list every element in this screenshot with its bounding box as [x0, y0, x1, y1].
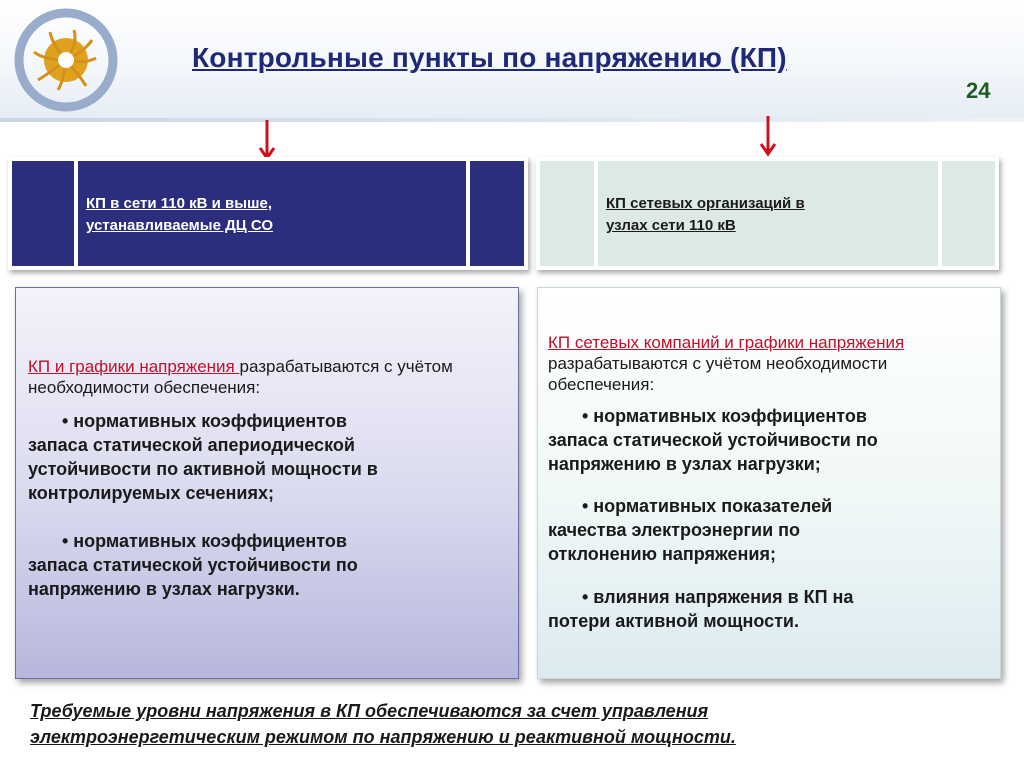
left-content-panel — [15, 287, 519, 679]
page-title: Контрольные пункты по напряжению (КП) — [192, 42, 787, 73]
right-intro: КП сетевых компаний и графики напряжения разрабатываются с учётом необходимости обеспечения: — [548, 333, 905, 394]
box-cell — [540, 161, 594, 266]
right-header-box — [536, 157, 999, 270]
left-bullet: • нормативных коэффициентов запаса статической устойчивости по напряжению в узлах нагрузки. — [28, 531, 358, 599]
arrow-down-icon — [257, 118, 277, 162]
right-bullet: • влияния напряжения в КП на потери активной мощности. — [548, 587, 854, 631]
footer-note: Требуемые уровни напряжения в КП обеспечиваются за счет управления электроэнергетическим режимом по напряжению и реактивной мощности. — [30, 701, 736, 747]
right-bullet: • нормативных коэффициентов запаса статической устойчивости по напряжению в узлах нагрузки; — [548, 406, 878, 474]
arrow-down-icon — [758, 114, 778, 158]
right-content-panel — [537, 287, 1001, 679]
left-header-box — [8, 157, 528, 270]
right-header-text: КП сетевых организаций в узлах сети 110 кВ — [606, 195, 805, 234]
box-cell — [12, 161, 74, 266]
company-logo — [8, 8, 126, 112]
right-bullet: • нормативных показателей качества электроэнергии по отклонению напряжения; — [548, 496, 833, 564]
left-header-text: КП в сети 110 кВ и выше, устанавливаемые ДЦ СО — [86, 195, 274, 234]
left-bullet: • нормативных коэффициентов запаса статической апериодической устойчивости по активной мощности в контролируемых сечениях; — [28, 411, 378, 503]
left-intro: КП и графики напряжения разрабатываются с учётом необходимости обеспечения: — [28, 357, 453, 397]
header-divider — [0, 118, 1024, 122]
slide-number: 24 — [966, 78, 991, 103]
box-cell — [942, 161, 995, 266]
box-cell — [470, 161, 524, 266]
